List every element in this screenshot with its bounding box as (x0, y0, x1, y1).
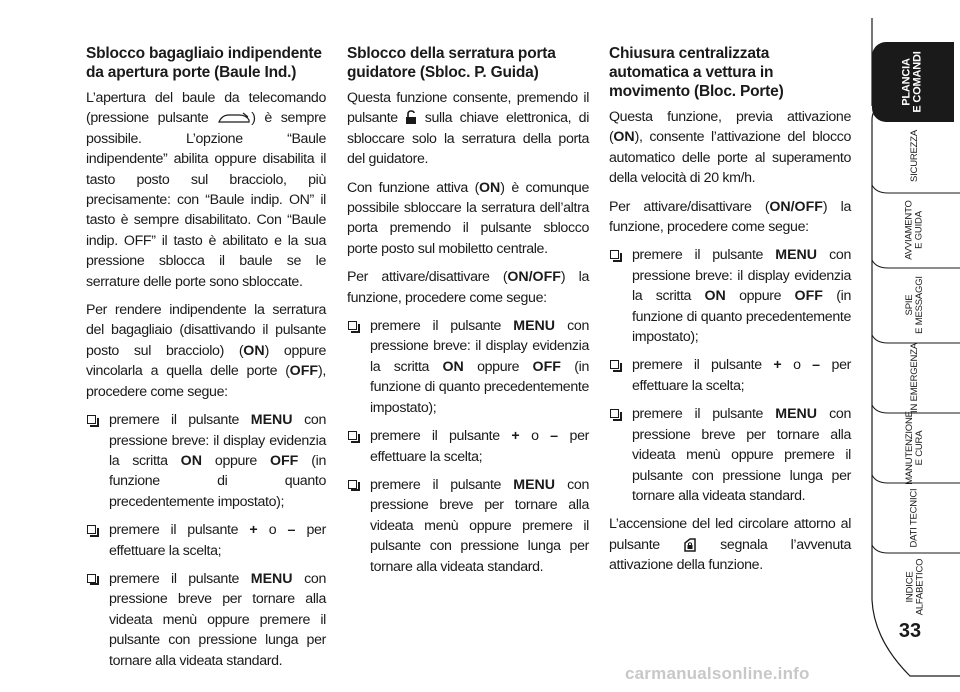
text: oppure (725, 288, 795, 305)
tab-label: PLANCIA E COMANDI (901, 51, 924, 113)
text: segnala l’avvenuta attivazione della funzione. (609, 536, 851, 574)
checkbox-bullet-icon (348, 321, 357, 330)
checkbox-bullet-icon (610, 409, 619, 418)
text: Per attivare/disattivare ( (347, 269, 508, 286)
menu-key: MENU (513, 318, 556, 335)
text: con pressione breve: il display evidenzia la scritta (632, 247, 851, 305)
text: premere il pulsante (632, 247, 776, 264)
text: premere il pulsante (109, 412, 251, 429)
off-label: OFF (269, 452, 299, 469)
text: premere il pulsante (370, 476, 514, 493)
text: Per rendere indipendente la serratura del bagagliaio (disattivando il pulsante posto sul bracciolo) ( (86, 302, 326, 359)
section-title: Chiusura centralizzata automatica a vettura in movimento (Bloc. Porte) (609, 45, 784, 100)
tab-label: MANUTENZIONE E CURA (903, 411, 925, 485)
text: o (257, 522, 288, 539)
text: premere il pulsante (370, 318, 514, 335)
on-label: ON (704, 288, 726, 305)
text: L’apertura del baule da telecomando (pressione pulsante (86, 90, 326, 127)
checkbox-bullet-icon (348, 480, 357, 489)
text: (in funzione di quanto precedentemente impostato); (632, 288, 851, 346)
list-item (609, 355, 851, 396)
text: ) la funzione, procedere come segue: (609, 198, 852, 236)
text: premere il pulsante (632, 357, 774, 374)
section-title: Sblocco bagagliaio indipendente da apertura porte (Baule Ind.) (86, 45, 322, 81)
text: ) oppure vincolarla a quella delle porte ( (86, 342, 326, 380)
steps-list (347, 316, 589, 577)
checkbox-bullet-icon (610, 360, 619, 369)
checkbox-bullet-icon (348, 431, 357, 440)
menu-key: MENU (775, 247, 818, 264)
text: ) la funzione, procedere come segue: (347, 269, 590, 306)
text: o (781, 357, 813, 374)
tab-avviamento-e-guida[interactable] (875, 193, 955, 267)
list-item (86, 569, 326, 671)
column-sblocco-porta-guida (347, 44, 589, 585)
minus-key: – (287, 522, 296, 539)
text: Questa funzione, previa attivazione ( (609, 109, 851, 146)
text: L’accensione del led circolare attorno al pulsante (609, 516, 851, 553)
text: premere il pulsante (632, 406, 776, 423)
menu-key: MENU (250, 570, 293, 587)
tab-spie-e-messaggi[interactable] (875, 268, 955, 342)
list-item (609, 404, 851, 506)
text: ) è comunque possibile sbloccare la serratura dell’altra porta premendo il pulsante sblocco porte posto sul mobiletto centrale. (347, 179, 589, 257)
tab-in-emergenza[interactable] (875, 343, 955, 413)
tab-indice-alfabetico[interactable] (875, 553, 955, 621)
text: (in funzione di quanto precedentemente impostato); (109, 452, 326, 510)
plus-key: + (511, 428, 520, 445)
list-item (609, 245, 851, 347)
list-item (86, 410, 326, 512)
on-label: ON (243, 342, 265, 359)
on-off-label: ON/OFF (507, 269, 561, 286)
off-label: OFF (532, 358, 561, 375)
text: o (519, 428, 551, 445)
tab-label: INDICE ALFABETICO (903, 558, 925, 616)
tab-label: SICUREZZA (908, 129, 920, 183)
text: per effettuare la scelta; (370, 428, 589, 465)
unlock-padlock-icon (405, 110, 417, 125)
plus-key: + (773, 357, 782, 374)
text: per effettuare la scelta; (632, 357, 851, 394)
on-label: ON (442, 358, 464, 375)
paragraph (609, 514, 851, 575)
text: ) è sempre possibile. L’opzione “Baule indipendente” abilita oppure disabilita il tasto posto sul bracciolo, più precisamente: con “Baule indip. ON” il tasto è sempre disabilitato. Con “Baule indip. OFF” il tasto è abilitato e la sua pressione sblocca il baule se le serrature delle porte sono sbloccate. (86, 110, 327, 290)
text: oppure (201, 452, 270, 469)
text: ), consente l’attivazione del blocco automatico delle porte al superamento della velocità di 20 km/h. (609, 129, 851, 187)
paragraph (86, 300, 326, 402)
text: con pressione breve: il display evidenzia la scritta (109, 412, 326, 469)
tab-label: DATI TECNICI (908, 488, 920, 548)
door-lock-icon (683, 538, 697, 552)
tab-dati-tecnici[interactable] (875, 483, 955, 553)
text: con pressione breve per tornare alla videata menù oppure premere il pulsante con pressione lunga per tornare alla videata standard. (632, 406, 851, 504)
checkbox-bullet-icon (87, 525, 96, 534)
column-baule-indipendente (86, 44, 326, 679)
menu-key: MENU (513, 476, 556, 493)
paragraph (347, 178, 589, 260)
on-label: ON (613, 129, 635, 146)
text: sulla chiave elettronica, di sbloccare solo la serratura della porta del guidatore. (347, 110, 589, 168)
list-item (347, 316, 589, 418)
text: con pressione breve per tornare alla videata menù oppure premere il pulsante con pressione lunga per tornare alla videata standard. (109, 570, 326, 669)
minus-key: – (550, 428, 559, 445)
checkbox-bullet-icon (610, 250, 619, 259)
trunk-icon (217, 111, 251, 125)
text: premere il pulsante (109, 570, 251, 587)
text: (in funzione di quanto precedentemente impostato); (370, 358, 589, 416)
text: oppure (463, 358, 533, 375)
tab-label: SPIE E MESSAGGI (904, 276, 925, 334)
minus-key: – (812, 357, 821, 374)
on-off-label: ON/OFF (769, 198, 823, 215)
column-chiusura-centralizzata (609, 44, 851, 584)
checkbox-bullet-icon (87, 574, 96, 583)
tab-label: IN EMERGENZA (908, 343, 920, 413)
text: ), procedere come segue: (86, 363, 326, 400)
steps-list (86, 410, 326, 671)
page-number: 33 (898, 620, 922, 642)
menu-key: MENU (250, 412, 293, 429)
text: premere il pulsante (109, 522, 250, 539)
plus-key: + (249, 522, 258, 539)
list-item (86, 520, 326, 561)
tab-sicurezza[interactable] (875, 120, 955, 192)
on-label: ON (180, 452, 202, 469)
list-item (347, 475, 589, 577)
text: Questa funzione consente, premendo il pulsante (347, 90, 589, 127)
text: Con funzione attiva ( (347, 179, 480, 196)
watermark: carmanualsonline.info (625, 664, 810, 683)
on-label: ON (479, 179, 501, 196)
off-label: OFF (289, 363, 319, 380)
paragraph (86, 88, 326, 292)
paragraph (609, 197, 851, 238)
tab-plancia-e-comandi[interactable] (872, 42, 954, 122)
steps-list (609, 245, 851, 506)
menu-key: MENU (775, 406, 818, 423)
text: premere il pulsante (370, 428, 512, 445)
paragraph (347, 267, 589, 308)
text: per effettuare la scelta; (109, 522, 326, 559)
text: Per attivare/disattivare ( (609, 198, 770, 215)
text: con pressione breve per tornare alla videata menù oppure premere il pulsante con pressione lunga per tornare alla videata standard. (370, 476, 589, 575)
section-title: Sblocco della serratura porta guidatore (Sbloc. P. Guida) (347, 45, 556, 81)
paragraph (347, 88, 589, 170)
list-item (347, 426, 589, 467)
checkbox-bullet-icon (87, 415, 96, 424)
paragraph (609, 107, 851, 189)
tab-label: AVVIAMENTO E GUIDA (903, 200, 925, 260)
off-label: OFF (794, 288, 823, 305)
text: con pressione breve: il display evidenzia la scritta (370, 318, 589, 375)
tab-manutenzione-e-cura[interactable] (875, 413, 955, 483)
